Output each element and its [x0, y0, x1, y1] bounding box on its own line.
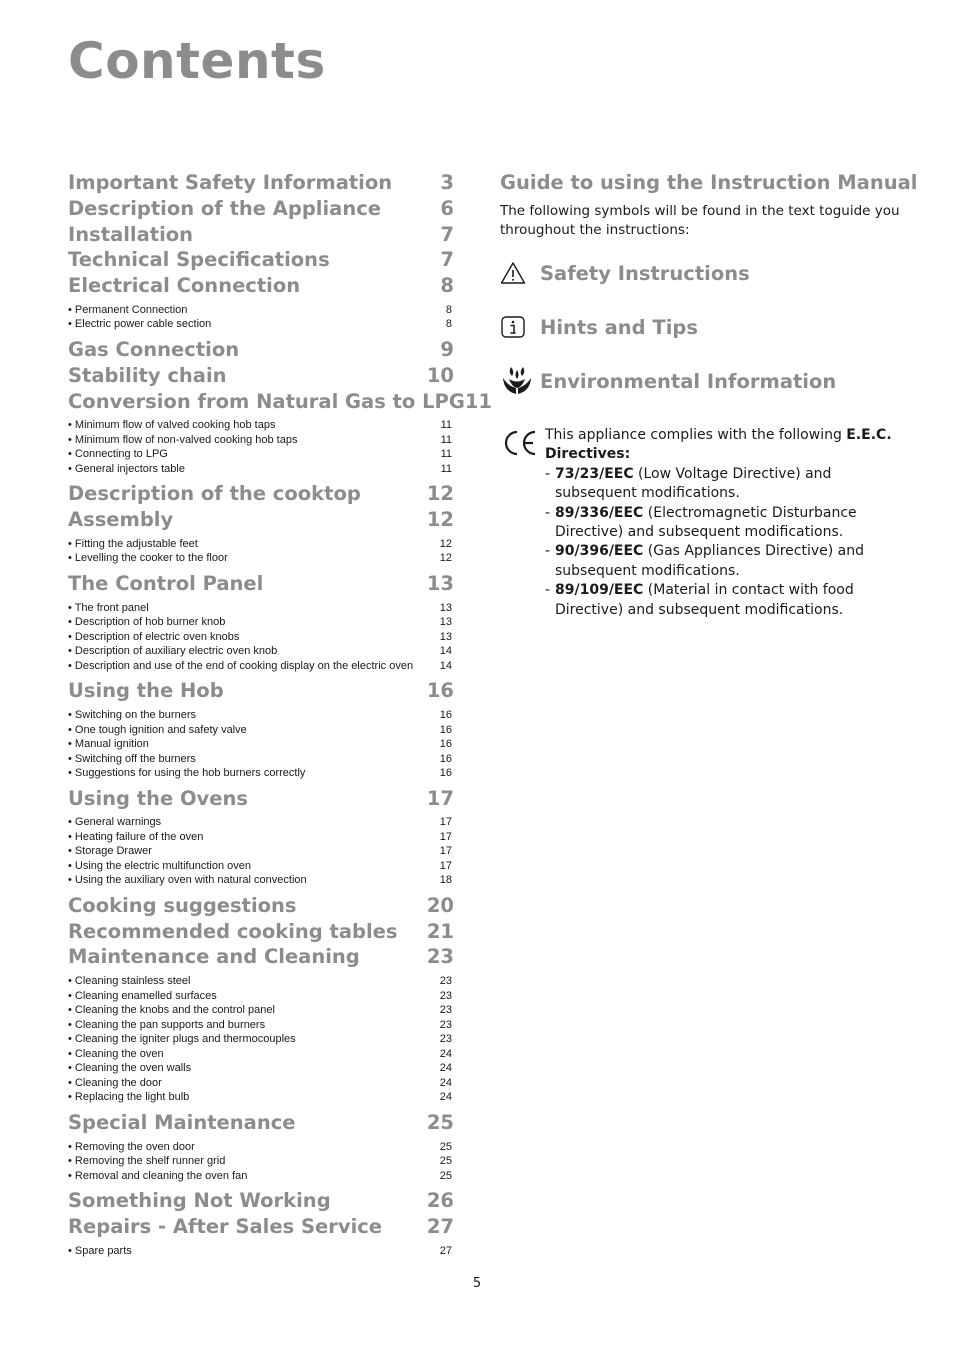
toc-subentry-page: 24 [439, 1062, 452, 1075]
toc-subentry[interactable] [68, 418, 454, 433]
toc-subentry[interactable] [68, 537, 454, 552]
toc-subentry-label: • Connecting to LPG [68, 448, 168, 461]
directive-code: 90/396/EEC [555, 543, 644, 560]
toc-subentry[interactable] [68, 1154, 454, 1169]
toc-heading-title: Installation [68, 222, 194, 246]
toc-subentry-page: 14 [439, 659, 452, 672]
toc-heading[interactable] [68, 571, 454, 597]
toc-subentry-page: 27 [439, 1244, 452, 1257]
toc-heading[interactable] [68, 507, 454, 533]
toc-heading-page: 21 [426, 919, 454, 943]
toc-entry [68, 1214, 454, 1258]
toc-subentry[interactable] [68, 1018, 454, 1033]
toc-subentry-label: • Cleaning the oven [68, 1047, 164, 1060]
toc-heading[interactable] [68, 678, 454, 704]
toc-subentry-label: • Replacing the light bulb [68, 1091, 190, 1104]
toc-subentry-page: 8 [445, 318, 452, 331]
toc-subentry-page: 16 [439, 738, 452, 751]
toc-subentry-label: • Cleaning the oven walls [68, 1062, 192, 1075]
toc-subentry-label: • Heating failure of the oven [68, 830, 204, 843]
environment-plant-icon [500, 366, 536, 396]
toc-subentry[interactable] [68, 317, 454, 332]
toc-heading[interactable] [68, 170, 454, 196]
directive-code: 89/336/EEC [555, 504, 644, 521]
toc-subentry-page: 25 [439, 1155, 452, 1168]
toc-heading-title: The Control Panel [68, 571, 264, 595]
page-title: Contents [68, 32, 326, 90]
toc-heading[interactable] [68, 196, 454, 222]
toc-subentry-label: • Switching off the burners [68, 752, 196, 765]
directive-code: 89/109/EEC [555, 582, 644, 599]
toc-entry [68, 1188, 454, 1214]
toc-subentry-label: • Manual ignition [68, 738, 149, 751]
guide-section [500, 170, 918, 618]
toc-subentries [68, 708, 454, 781]
toc-heading-page: 26 [426, 1189, 454, 1213]
symbol-label: Hints and Tips [540, 315, 698, 339]
toc-subentry-label: • General injectors table [68, 462, 185, 475]
toc-subentry-page: 12 [439, 537, 452, 550]
toc-entry [68, 919, 454, 945]
toc-subentry[interactable] [68, 462, 454, 477]
toc-heading-title: Cooking suggestions [68, 893, 297, 917]
toc-heading[interactable] [68, 481, 454, 507]
toc-heading-title: Special Maintenance [68, 1110, 296, 1134]
warning-triangle-icon [500, 258, 536, 288]
toc-heading-page: 13 [426, 571, 454, 595]
toc-entry [68, 893, 454, 919]
toc-subentries [68, 601, 454, 674]
toc-subentry-page: 23 [439, 975, 452, 988]
toc-subentry-page: 13 [439, 616, 452, 629]
toc-subentry[interactable] [68, 974, 454, 989]
toc-heading-page: 17 [426, 786, 454, 810]
eec-intro [545, 426, 900, 465]
eec-compliance-block [500, 426, 900, 620]
ce-mark-icon [502, 428, 538, 462]
toc-subentry[interactable] [68, 433, 454, 448]
toc-entry [68, 944, 454, 1104]
toc-subentry-label: • Cleaning enamelled surfaces [68, 989, 217, 1002]
toc-entry [68, 389, 492, 477]
toc-heading-page: 25 [426, 1110, 454, 1134]
toc-subentry-page: 23 [439, 1033, 452, 1046]
page-number: 5 [472, 1276, 482, 1291]
toc-subentry[interactable] [68, 815, 454, 830]
toc-subentry-label: • Cleaning the igniter plugs and thermocouples [68, 1033, 296, 1046]
toc-subentry[interactable] [68, 615, 454, 630]
toc-entry [68, 170, 454, 196]
toc-subentries [68, 303, 454, 332]
symbol-hints-and-tips [500, 312, 698, 342]
symbol-environmental-information [500, 366, 836, 396]
toc-subentries [68, 815, 454, 888]
symbol-label: Safety Instructions [540, 261, 750, 285]
toc-subentry-label: • Suggestions for using the hob burners correctly [68, 767, 306, 780]
toc-heading[interactable] [68, 919, 454, 945]
toc-subentries [68, 537, 454, 566]
toc-subentry-label: • One tough ignition and safety valve [68, 723, 247, 736]
toc-subentry-page: 8 [445, 303, 452, 316]
toc-subentry-label: • Using the electric multifunction oven [68, 859, 251, 872]
eec-directive: - 89/109/EEC (Material in contact with food Directive) and subsequent modifications. [545, 582, 854, 618]
toc-subentry-page: 11 [440, 462, 452, 475]
eec-directive: - 73/23/EEC (Low Voltage Directive) and subsequent modifications. [545, 465, 832, 502]
toc-subentry-page: 16 [439, 723, 452, 736]
toc-subentry-label: • Description of electric oven knobs [68, 630, 240, 643]
symbol-safety-instructions [500, 258, 750, 288]
toc-entry [68, 678, 454, 780]
toc-heading-page: 20 [426, 893, 454, 917]
toc-heading[interactable] [68, 222, 454, 248]
toc-subentry[interactable] [68, 752, 454, 767]
info-icon [500, 312, 536, 342]
toc-subentry[interactable] [68, 551, 454, 566]
toc-heading-title: Description of the Appliance [68, 196, 381, 220]
toc-subentry-page: 23 [439, 1004, 452, 1017]
toc-heading-title: Conversion from Natural Gas to LPG [68, 389, 465, 413]
guide-title: Guide to using the Instruction Manual [500, 171, 918, 194]
directive-code: 73/23/EEC [555, 465, 634, 482]
toc-subentry-label: • Cleaning the pan supports and burners [68, 1018, 266, 1031]
toc-subentry[interactable] [68, 1090, 454, 1105]
guide-intro: The following symbols will be found in the text toguide you throughout the instructions: [500, 203, 900, 238]
toc-subentry[interactable] [68, 659, 454, 674]
toc-subentry[interactable] [68, 447, 454, 462]
toc-subentry[interactable] [68, 989, 454, 1004]
toc-heading-title: Gas Connection [68, 337, 240, 361]
toc-subentry-page: 13 [439, 630, 452, 643]
toc-subentry-label: • Spare parts [68, 1244, 132, 1257]
toc-subentry-label: • Cleaning stainless steel [68, 975, 191, 988]
toc-subentry-page: 12 [439, 552, 452, 565]
eec-intro-text: This appliance complies with the following [545, 427, 847, 443]
toc-heading-page: 7 [440, 248, 454, 272]
toc-subentry[interactable] [68, 1140, 454, 1155]
toc-subentry-label: • General warnings [68, 816, 162, 829]
toc-subentry-label: • Description of hob burner knob [68, 616, 226, 629]
toc-subentry[interactable] [68, 1032, 454, 1047]
toc-heading-title: Technical Specifications [68, 248, 330, 272]
toc-subentry-page: 16 [439, 709, 452, 722]
toc-heading[interactable] [68, 1110, 454, 1136]
toc-subentry-page: 24 [439, 1076, 452, 1089]
toc-subentry[interactable] [68, 766, 454, 781]
toc-subentry[interactable] [68, 873, 454, 888]
eec-directive: - 89/336/EEC (Electromagnetic Disturbance Directive) and subsequent modifications. [545, 504, 857, 541]
toc-subentry[interactable] [68, 708, 454, 723]
toc-entry [68, 786, 454, 888]
toc-subentry-label: • Removing the oven door [68, 1140, 195, 1153]
toc-subentry-page: 11 [440, 448, 452, 461]
toc-subentry-page: 11 [440, 433, 452, 446]
toc-heading-title: Repairs - After Sales Service [68, 1214, 383, 1238]
toc-heading[interactable] [68, 363, 454, 389]
toc-subentry[interactable] [68, 630, 454, 645]
toc-subentry-page: 16 [439, 767, 452, 780]
toc-subentry-page: 14 [439, 645, 452, 658]
directive-text: (Electromagnetic Disturbance Directive) and subsequent modifications. [555, 504, 857, 541]
toc-subentry-page: 23 [439, 1018, 452, 1031]
toc-heading-page: 3 [440, 171, 454, 194]
toc-subentry[interactable] [68, 601, 454, 616]
toc-subentry[interactable] [68, 830, 454, 845]
toc-subentries [68, 974, 454, 1105]
directive-text: (Low Voltage Directive) and subsequent modifications. [555, 465, 832, 502]
toc-heading-page: 6 [440, 196, 454, 220]
toc-subentry-label: • The front panel [68, 601, 149, 614]
toc-subentry-page: 17 [439, 845, 452, 858]
toc-heading-page: 10 [426, 363, 454, 387]
toc-subentry-label: • Levelling the cooker to the floor [68, 552, 228, 565]
toc-subentry[interactable] [68, 1047, 454, 1062]
toc-subentry-label: • Minimum flow of valved cooking hob taps [68, 419, 276, 432]
toc-subentry-label: • Cleaning the knobs and the control panel [68, 1004, 275, 1017]
toc-subentry-page: 24 [439, 1091, 452, 1104]
toc-subentries [68, 1140, 454, 1184]
toc-heading[interactable] [68, 893, 454, 919]
toc-subentry-label: • Removing the shelf runner grid [68, 1155, 226, 1168]
eec-directive: - 90/396/EEC (Gas Appliances Directive) and subsequent modifications. [545, 543, 865, 579]
toc-subentry-page: 17 [439, 816, 452, 829]
toc-subentry-page: 24 [439, 1047, 452, 1060]
toc-entry [68, 196, 454, 222]
toc-heading[interactable] [68, 1188, 454, 1214]
toc-subentry-page: 25 [439, 1169, 452, 1182]
toc-heading-page: 12 [426, 482, 454, 506]
toc-entry [68, 337, 454, 363]
toc-subentry-label: • Description and use of the end of cooking display on the electric oven [68, 659, 414, 672]
toc-subentry[interactable] [68, 644, 454, 659]
toc-subentry-label: • Switching on the burners [68, 709, 196, 722]
toc-heading[interactable] [68, 273, 454, 299]
toc-heading[interactable] [68, 786, 454, 812]
toc-subentry[interactable] [68, 737, 454, 752]
toc-entry [68, 247, 454, 273]
toc-subentry[interactable] [68, 1061, 454, 1076]
toc-heading-page: 7 [440, 222, 454, 246]
toc-subentry-page: 17 [439, 830, 452, 843]
toc-heading-title: Description of the cooktop [68, 482, 361, 506]
toc-subentry-label: • Removal and cleaning the oven fan [68, 1169, 248, 1182]
toc-heading-title: Assembly [68, 508, 174, 532]
toc-subentries [68, 418, 454, 476]
toc-heading-title: Using the Ovens [68, 786, 248, 810]
toc-subentry[interactable] [68, 859, 454, 874]
toc-subentry[interactable] [68, 1169, 454, 1184]
toc-heading[interactable] [68, 389, 492, 415]
toc-heading-page: 16 [426, 679, 454, 703]
toc-subentry-page: 23 [439, 989, 452, 1002]
toc-entry [68, 222, 454, 248]
toc-subentry-label: • Fitting the adjustable feet [68, 537, 198, 550]
toc-heading-title: Maintenance and Cleaning [68, 945, 360, 969]
toc-subentry-label: • Cleaning the door [68, 1076, 162, 1089]
toc-subentry-page: 18 [439, 874, 452, 887]
toc-heading-page: 12 [426, 508, 454, 532]
toc-heading-page: 23 [426, 945, 454, 969]
toc-heading-title: Something Not Working [68, 1189, 331, 1213]
toc-heading-page: 8 [440, 274, 454, 298]
toc-subentries [68, 1244, 454, 1259]
directive-text: (Gas Appliances Directive) and subsequent modifications. [555, 543, 865, 579]
toc-heading-page: 11 [464, 389, 492, 413]
toc-subentry[interactable] [68, 1076, 454, 1091]
toc-entry [68, 481, 454, 507]
toc-heading-title: Recommended cooking tables [68, 919, 398, 943]
toc-entry [68, 507, 454, 566]
toc-heading-title: Important Safety Information [68, 171, 393, 194]
toc-subentry[interactable] [68, 1244, 454, 1259]
symbol-label: Environmental Information [540, 369, 837, 393]
toc-heading[interactable] [68, 944, 454, 970]
toc-subentry-label: • Storage Drawer [68, 845, 152, 858]
toc-subentry-page: 11 [440, 419, 452, 432]
toc-heading[interactable] [68, 337, 454, 363]
toc-subentry[interactable] [68, 303, 454, 318]
table-of-contents [68, 170, 492, 1263]
toc-subentry[interactable] [68, 844, 454, 859]
toc-heading-title: Using the Hob [68, 679, 224, 703]
toc-subentry[interactable] [68, 723, 454, 738]
toc-entry [68, 571, 454, 673]
toc-heading[interactable] [68, 247, 454, 273]
toc-subentry-label: • Using the auxiliary oven with natural convection [68, 874, 307, 887]
directive-text: (Material in contact with food Directive) and subsequent modifications. [555, 582, 854, 618]
toc-heading[interactable] [68, 1214, 454, 1240]
toc-subentry-label: • Minimum flow of non-valved cooking hob taps [68, 433, 298, 446]
toc-subentry-page: 13 [439, 601, 452, 614]
toc-subentry-page: 16 [439, 752, 452, 765]
toc-heading-page: 27 [426, 1214, 454, 1238]
toc-subentry-page: 17 [439, 859, 452, 872]
toc-heading-title: Electrical Connection [68, 274, 301, 298]
toc-subentry-label: • Permanent Connection [68, 303, 188, 316]
toc-subentry-page: 25 [439, 1140, 452, 1153]
toc-subentry-label: • Description of auxiliary electric oven knob [68, 645, 278, 658]
toc-entry [68, 273, 454, 332]
toc-heading-title: Stability chain [68, 363, 227, 387]
eec-intro-bold: E.E.C. Directives: [545, 427, 892, 463]
toc-heading-page: 9 [440, 337, 454, 361]
toc-entry [68, 1110, 454, 1183]
toc-entry [68, 363, 454, 389]
toc-subentry[interactable] [68, 1003, 454, 1018]
eec-text [545, 426, 900, 620]
toc-subentry-label: • Electric power cable section [68, 318, 212, 331]
